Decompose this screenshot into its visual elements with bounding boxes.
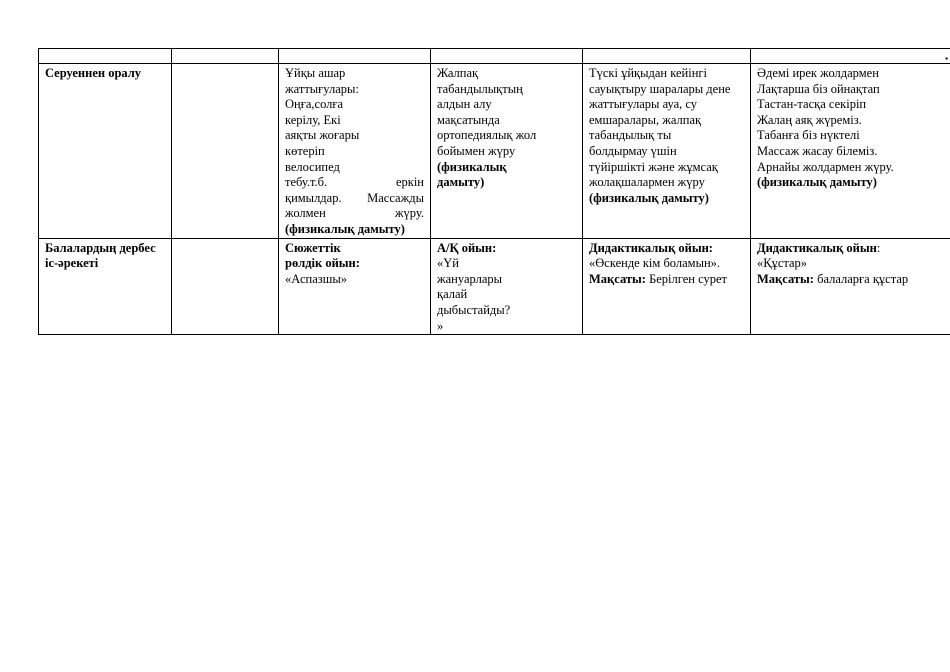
game-title: рөлдік ойын: (285, 256, 360, 271)
text-line: Жалаң аяқ жүреміз. (757, 112, 862, 127)
text-line: дыбыстайды? (437, 302, 511, 317)
text-line: түйіршікті және жұмсақ (589, 159, 718, 174)
text-line: велосипед (285, 159, 340, 174)
header-cell (583, 49, 751, 64)
game-title: Сюжеттік (285, 240, 341, 255)
text-line: «Үй (437, 256, 459, 271)
text-fragment: жүру. (394, 206, 424, 221)
tuesday-cell (431, 238, 583, 335)
text-line: бойымен жүру (437, 143, 516, 158)
monday-cell (279, 64, 431, 239)
page-edge-mark: ▪ (945, 54, 948, 63)
development-tag: (физикалық дамыту) (285, 221, 405, 236)
text-line: табандылық ты (589, 128, 672, 143)
text-line: Оңға,солға (285, 97, 344, 112)
development-tag: дамыту) (437, 175, 485, 190)
justified-line (285, 175, 424, 191)
game-title-colon: : (876, 240, 881, 255)
text-line: қалай (437, 287, 468, 302)
text-fragment: еркін (395, 175, 424, 190)
empty-cell (172, 238, 279, 335)
text-fragment: тебу.т.б. (285, 175, 328, 190)
tuesday-cell (431, 64, 583, 239)
text-line: болдырмау үшін (589, 143, 677, 158)
text-line: көтеріп (285, 143, 325, 158)
row-label: іс-әрекеті (45, 256, 99, 271)
justified-line (285, 191, 424, 207)
row-label: Серуеннен оралу (45, 66, 142, 80)
empty-cell (172, 64, 279, 239)
goal-text: Берілген сурет (645, 271, 727, 286)
text-fragment: жолмен (285, 206, 326, 221)
header-cell (172, 49, 279, 64)
text-line: » (437, 318, 444, 333)
text-line: Жалпақ (437, 66, 479, 80)
row-label: Балалардың дербес (45, 240, 156, 255)
text-line: керілу, Екі (285, 112, 341, 127)
text-line: жаттығулары ауа, су (589, 97, 698, 112)
text-line: жолақшалармен жүру (589, 175, 705, 190)
table-header-row (39, 49, 950, 64)
text-line: жануарлары (437, 271, 503, 286)
text-line: емшаралары, жалпақ (589, 112, 702, 127)
header-cell (431, 49, 583, 64)
header-cell (279, 49, 431, 64)
table-row (39, 64, 950, 239)
game-title-line (757, 241, 944, 257)
development-tag: (физикалық дамыту) (589, 190, 709, 205)
text-line: жаттығулары: (285, 81, 359, 96)
game-name: «Аспазшы» (285, 271, 347, 286)
text-line: ортопедиялық жол (437, 128, 537, 143)
row-label-cell (39, 238, 172, 335)
schedule-table (38, 48, 950, 335)
game-name: «Өскенде кім боламын». (589, 256, 721, 271)
justified-line (285, 206, 424, 222)
game-name: «Құстар» (757, 256, 808, 271)
wednesday-cell (583, 64, 751, 239)
header-cell (39, 49, 172, 64)
monday-cell (279, 238, 431, 335)
text-line: Түскі ұйқыдан кейінгі (589, 66, 707, 80)
text-line: Ұйқы ашар (285, 66, 346, 80)
text-fragment: қимылдар. (285, 190, 342, 205)
text-line: табандылықтың (437, 81, 523, 96)
header-cell (751, 49, 950, 64)
goal-label: Мақсаты: (757, 271, 814, 286)
text-line: алдын алу (437, 97, 492, 112)
text-line: Әдемі ирек жолдармен (757, 66, 879, 80)
game-title: А/Қ ойын: (437, 240, 497, 255)
text-line: Табанға біз нүктелі (757, 128, 860, 143)
goal-line (757, 272, 944, 288)
goal-label: Мақсаты: (589, 271, 646, 286)
game-title: Дидактикалық ойын: (589, 240, 713, 255)
text-line: Тастан-тасқа секіріп (757, 97, 867, 112)
text-line: сауықтыру шаралары дене (589, 81, 731, 96)
thursday-cell (751, 238, 950, 335)
goal-line (589, 272, 744, 288)
game-title: Дидактикалық ойын (757, 240, 877, 255)
wednesday-cell (583, 238, 751, 335)
thursday-cell (751, 64, 950, 239)
development-tag: (физикалық (437, 159, 507, 174)
text-line: аяқты жоғары (285, 128, 360, 143)
text-line: Арнайы жолдармен жүру. (757, 159, 894, 174)
text-line: мақсатында (437, 112, 500, 127)
development-tag: (физикалық дамыту) (757, 175, 877, 190)
row-label-cell (39, 64, 172, 239)
text-line: Массаж жасау білеміз. (757, 143, 878, 158)
text-line: Лақтарша біз ойнақтап (757, 81, 880, 96)
table-row (39, 238, 950, 335)
text-fragment: Массажды (367, 190, 424, 205)
goal-text: балаларға құстар (813, 271, 909, 286)
